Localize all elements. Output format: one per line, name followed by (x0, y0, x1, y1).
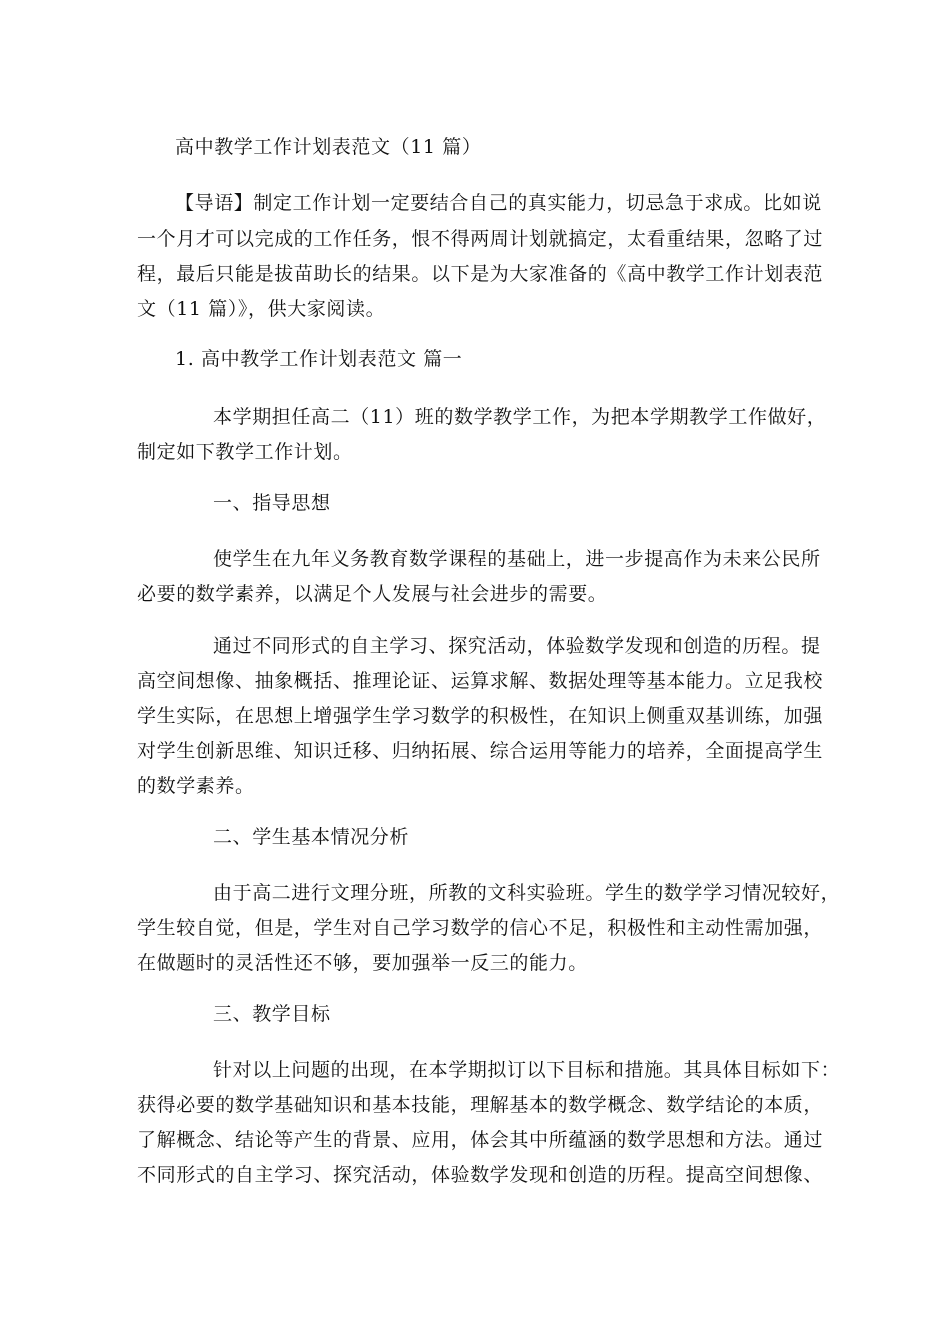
para4-line-3: 在做题时的灵活性还不够，要加强举一反三的能力。 (137, 952, 588, 974)
intro-line-1: 【导语】制定工作计划一定要结合自己的真实能力，切忌急于求成。比如说 (175, 192, 822, 214)
section-title: 1. 高中教学工作计划表范文 篇一 (175, 348, 463, 370)
para2-line-1: 使学生在九年义务教育数学课程的基础上，进一步提高作为未来公民所 (213, 548, 821, 570)
para1-line-1: 本学期担任高二（11）班的数学教学工作，为把本学期教学工作做好， (213, 406, 827, 428)
intro-line-4: 文（11 篇）》，供大家阅读。 (137, 298, 386, 320)
intro-line-2: 一个月才可以完成的工作任务，恨不得两周计划就搞定，太看重结果，忽略了过 (137, 228, 824, 250)
para3-line-3: 学生实际，在思想上增强学生学习数学的积极性，在知识上侧重双基训练，加强 (137, 705, 824, 727)
para3-line-2: 高空间想像、抽象概括、推理论证、运算求解、数据处理等基本能力。立足我校 (137, 670, 824, 692)
heading-guiding-thought: 一、指导思想 (213, 492, 331, 514)
heading-teaching-goals: 三、教学目标 (213, 1003, 331, 1025)
intro-line-3: 程，最后只能是拔苗助长的结果。以下是为大家准备的《高中教学工作计划表范 (137, 263, 824, 285)
para4-line-1: 由于高二进行文理分班，所教的文科实验班。学生的数学学习情况较好， (213, 882, 841, 904)
para5-line-2: 获得必要的数学基础知识和基本技能，理解基本的数学概念、数学结论的本质， (137, 1094, 824, 1116)
heading-student-analysis: 二、学生基本情况分析 (213, 826, 410, 848)
para3-line-1: 通过不同形式的自主学习、探究活动，体验数学发现和创造的历程。提 (213, 635, 821, 657)
para3-line-4: 对学生创新思维、知识迁移、归纳拓展、综合运用等能力的培养，全面提高学生 (137, 740, 824, 762)
para2-line-2: 必要的数学素养，以满足个人发展与社会进步的需要。 (137, 583, 608, 605)
para5-line-4: 不同形式的自主学习、探究活动，体验数学发现和创造的历程。提高空间想像、 (137, 1164, 824, 1186)
para4-line-2: 学生较自觉，但是，学生对自己学习数学的信心不足，积极性和主动性需加强， (137, 917, 824, 939)
para1-line-2: 制定如下教学工作计划。 (137, 441, 353, 463)
para5-line-1: 针对以上问题的出现，在本学期拟订以下目标和措施。其具体目标如下： (213, 1059, 841, 1081)
para3-line-5: 的数学素养。 (137, 775, 255, 797)
document-title: 高中教学工作计划表范文（11 篇） (175, 136, 482, 158)
para5-line-3: 了解概念、结论等产生的背景、应用，体会其中所蕴涵的数学思想和方法。通过 (137, 1129, 824, 1151)
